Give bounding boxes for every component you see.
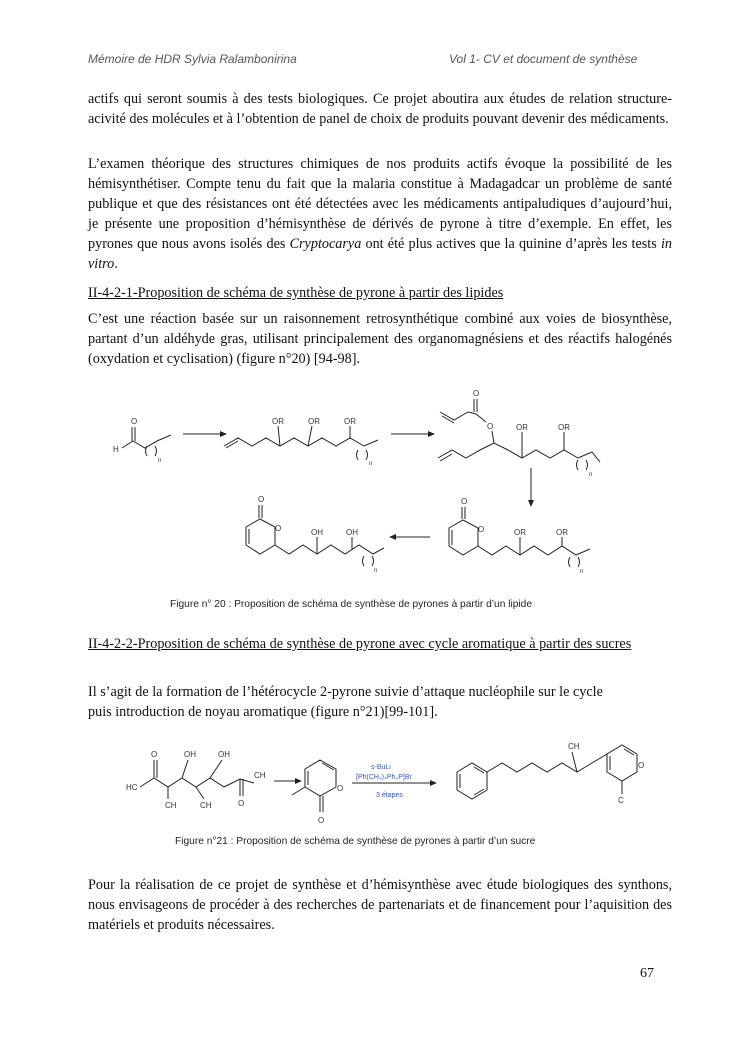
- aryl-pyrone-product-structure: [457, 742, 644, 805]
- index-label: n: [374, 568, 378, 574]
- page-number: 67: [640, 966, 654, 981]
- figure-21-caption: Figure n°21 : Proposition de schéma de synthèse de pyrones à partir d’un sucre: [175, 836, 536, 847]
- atom-label: O: [461, 497, 468, 506]
- atom-label: CH: [254, 771, 266, 780]
- atom-label: O: [638, 761, 645, 770]
- atom-label: OR: [272, 417, 284, 426]
- paragraph-4-line-2: puis introduction de noyau aromatique (figure n°21)[99-101].: [88, 704, 438, 720]
- paragraph-1: actifs qui seront soumis à des tests biologiques. Ce projet aboutira aux études de relation structure-acivité des molécules et à l’obtention de panel de choix de produits pouvant devenir des médicaments.: [88, 91, 672, 127]
- paragraph-2-genus: Cryptocarya: [289, 236, 362, 252]
- index-label: n: [580, 569, 584, 575]
- reagent-1: s-BuLi: [371, 764, 391, 771]
- reagent-2: [Ph(CH₂)₅Ph₃P]Br: [356, 774, 412, 781]
- section-heading-1: II-4-2-1-Proposition de schéma de synthèse de pyrone à partir des lipides: [88, 285, 504, 301]
- atom-label: H: [113, 445, 119, 454]
- atom-label: OR: [344, 417, 356, 426]
- header-author: Mémoire de HDR Sylvia Ralambonirina: [88, 52, 297, 66]
- paragraph-4-line-1: Il s’agit de la formation de l’hétérocycle 2-pyrone suivie d’attaque nucléophile sur le cycle: [88, 684, 603, 700]
- index-label: n: [158, 458, 162, 464]
- atom-label: O: [275, 524, 282, 533]
- atom-label: OR: [516, 423, 528, 432]
- atom-label: O: [151, 750, 158, 759]
- section-heading-2: II-4-2-2-Proposition de schéma de synthèse de pyrone avec cycle aromatique à partir des sucres: [88, 636, 632, 652]
- header-volume: Vol 1- CV et document de synthèse: [449, 52, 638, 66]
- atom-label: OR: [556, 528, 568, 537]
- atom-label: CH: [200, 801, 212, 810]
- atom-label: O: [478, 525, 485, 534]
- atom-label: CH: [165, 801, 177, 810]
- atom-label: O: [318, 816, 325, 825]
- paragraph-2-text-a: L’examen théorique des structures chimiques de nos produits actifs évoque la possibilité de les hémisynthétiser. Compte tenu du fait que la malaria constitue à Madagadcar un problème de santé publique et que des résistances ont été détectées avec les médicaments antipaludiques d’aujourd’hui, je présente une proposition d’hémisynthèse de dérivés de pyrone à titre d’exemple. En effet, les pyrones que nous avons isolés des: [88, 156, 672, 252]
- index-label: n: [369, 461, 373, 467]
- atom-label: OH: [311, 528, 323, 537]
- atom-label: OH: [346, 528, 358, 537]
- atom-label: HC: [126, 783, 138, 792]
- sugar-structure: [126, 750, 266, 810]
- paragraph-2-text-e: .: [114, 256, 118, 272]
- reagent-3: 3 étapes: [376, 792, 403, 799]
- figure-20-caption: Figure n° 20 : Proposition de schéma de synthèse de pyrones à partir d’un lipide: [170, 599, 532, 610]
- atom-label: O: [131, 417, 138, 426]
- atom-label: C: [618, 796, 624, 805]
- atom-label: OH: [184, 750, 196, 759]
- paragraph-5: Pour la réalisation de ce projet de synthèse et d’hémisynthèse avec étude biologiques des synthons, nous envisageons de procéder à des recherches de partenariats et de financement pour l’aquisition des matériels et produits nécessaires.: [88, 877, 672, 933]
- paragraph-2-text-c: ont été plus actives que la quinine d’après les tests: [361, 236, 661, 252]
- atom-label: O: [337, 784, 344, 793]
- atom-label: O: [238, 799, 245, 808]
- atom-label: OH: [218, 750, 230, 759]
- atom-label: OR: [308, 417, 320, 426]
- atom-label: O: [487, 422, 494, 431]
- atom-label: O: [473, 389, 480, 398]
- paragraph-3: C’est une réaction basée sur un raisonnement retrosynthétique combiné aux voies de biosynthèse, partant d’un aldéhyde gras, utilisant principalement des organomagnésiens et des réactifs halogénés (oxydation et cyclisation) (figure n°20) [94-98].: [88, 311, 672, 367]
- atom-label: O: [258, 495, 265, 504]
- reagent-box: [352, 764, 437, 799]
- atom-label: CH: [568, 742, 580, 751]
- paragraph-2-in-vitro: in vitro: [88, 236, 672, 272]
- atom-label: OR: [558, 423, 570, 432]
- pyrone-intermediate-structure: [292, 760, 343, 825]
- index-label: n: [589, 472, 593, 478]
- atom-label: OR: [514, 528, 526, 537]
